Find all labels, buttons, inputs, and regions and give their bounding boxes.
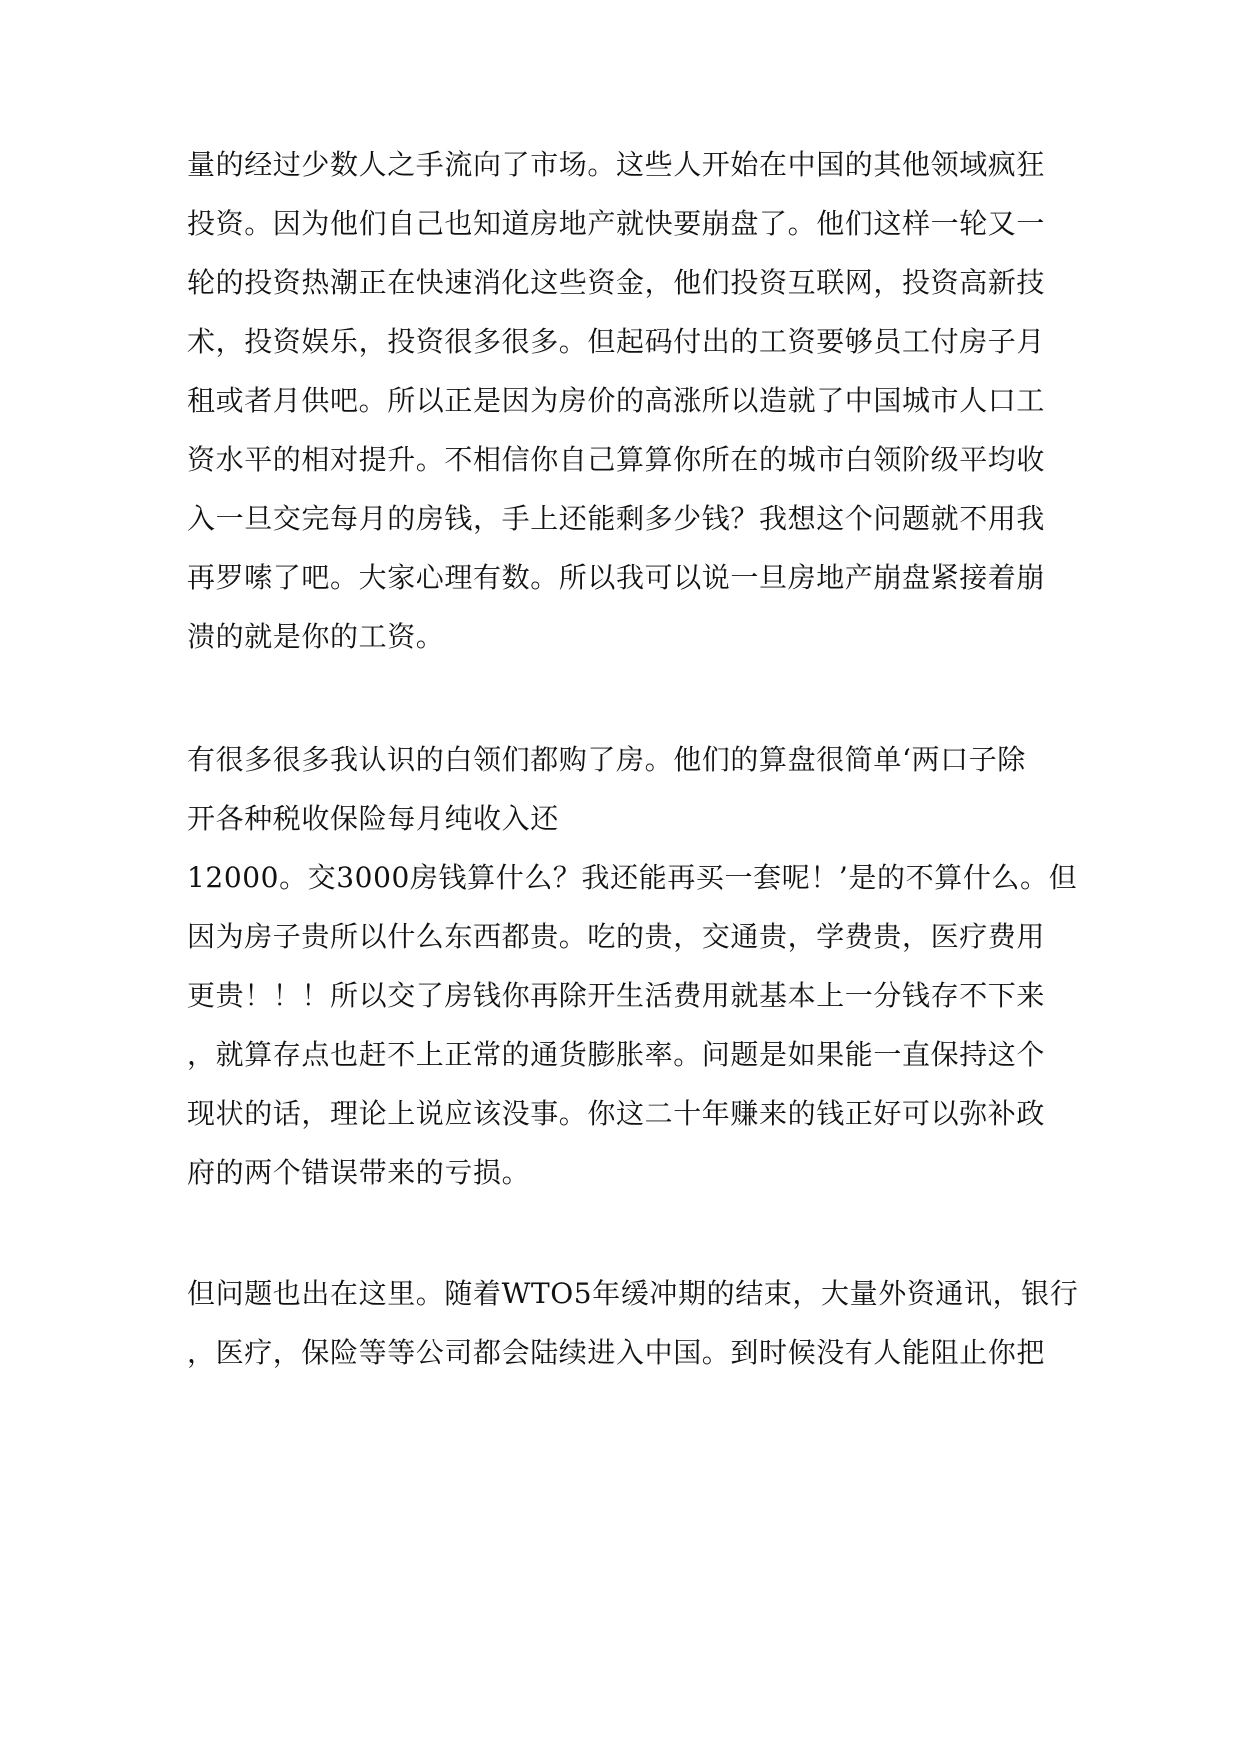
paragraph-2-line-5: 更贵！！！所以交了房钱你再除开生活费用就基本上一分钱存不下来 [187, 979, 1046, 1012]
paragraph-1-line-3: 轮的投资热潮正在快速消化这些资金，他们投资互联网，投资高新技 [187, 266, 1046, 299]
paragraph-3-line-2: ，医疗，保险等等公司都会陆续进入中国。到时候没有人能阻止你把 [187, 1336, 1046, 1369]
paragraph-2-line-6: ，就算存点也赶不上正常的通货膨胀率。问题是如果能一直保持这个 [187, 1038, 1046, 1071]
paragraph-1-line-5: 租或者月供吧。所以正是因为房价的高涨所以造就了中国城市人口工 [187, 384, 1046, 417]
paragraph-2-line-2: 开各种税收保险每月纯收入还 [187, 802, 559, 835]
paragraph-1-line-2: 投资。因为他们自己也知道房地产就快要崩盘了。他们这样一轮又一 [187, 207, 1046, 240]
paragraph-3-line-1: 但问题也出在这里。随着WTO5年缓冲期的结束，大量外资通讯，银行 [187, 1277, 1079, 1310]
paragraph-1-line-8: 再罗嗦了吧。大家心理有数。所以我可以说一旦房地产崩盘紧接着崩 [187, 561, 1046, 594]
paragraph-1-line-1: 量的经过少数人之手流向了市场。这些人开始在中国的其他领域疯狂 [187, 148, 1046, 181]
paragraph-2-line-4: 因为房子贵所以什么东西都贵。吃的贵，交通贵，学费贵，医疗费用 [187, 920, 1046, 953]
paragraph-2-line-7: 现状的话，理论上说应该没事。你这二十年赚来的钱正好可以弥补政 [187, 1097, 1046, 1130]
paragraph-1-line-7: 入一旦交完每月的房钱，手上还能剩多少钱？我想这个问题就不用我 [187, 502, 1046, 535]
paragraph-2-line-3: 12000。交3000房钱算什么？我还能再买一套呢！’是的不算什么。但 [187, 861, 1078, 894]
paragraph-1-line-9: 溃的就是你的工资。 [187, 620, 445, 653]
paragraph-2-line-1: 有很多很多我认识的白领们都购了房。他们的算盘很简单‘两口子除 [187, 743, 1026, 776]
paragraph-1-line-6: 资水平的相对提升。不相信你自己算算你所在的城市白领阶级平均收 [187, 443, 1046, 476]
paragraph-1-line-4: 术，投资娱乐，投资很多很多。但起码付出的工资要够员工付房子月 [187, 325, 1046, 358]
paragraph-2-line-8: 府的两个错误带来的亏损。 [187, 1156, 531, 1189]
